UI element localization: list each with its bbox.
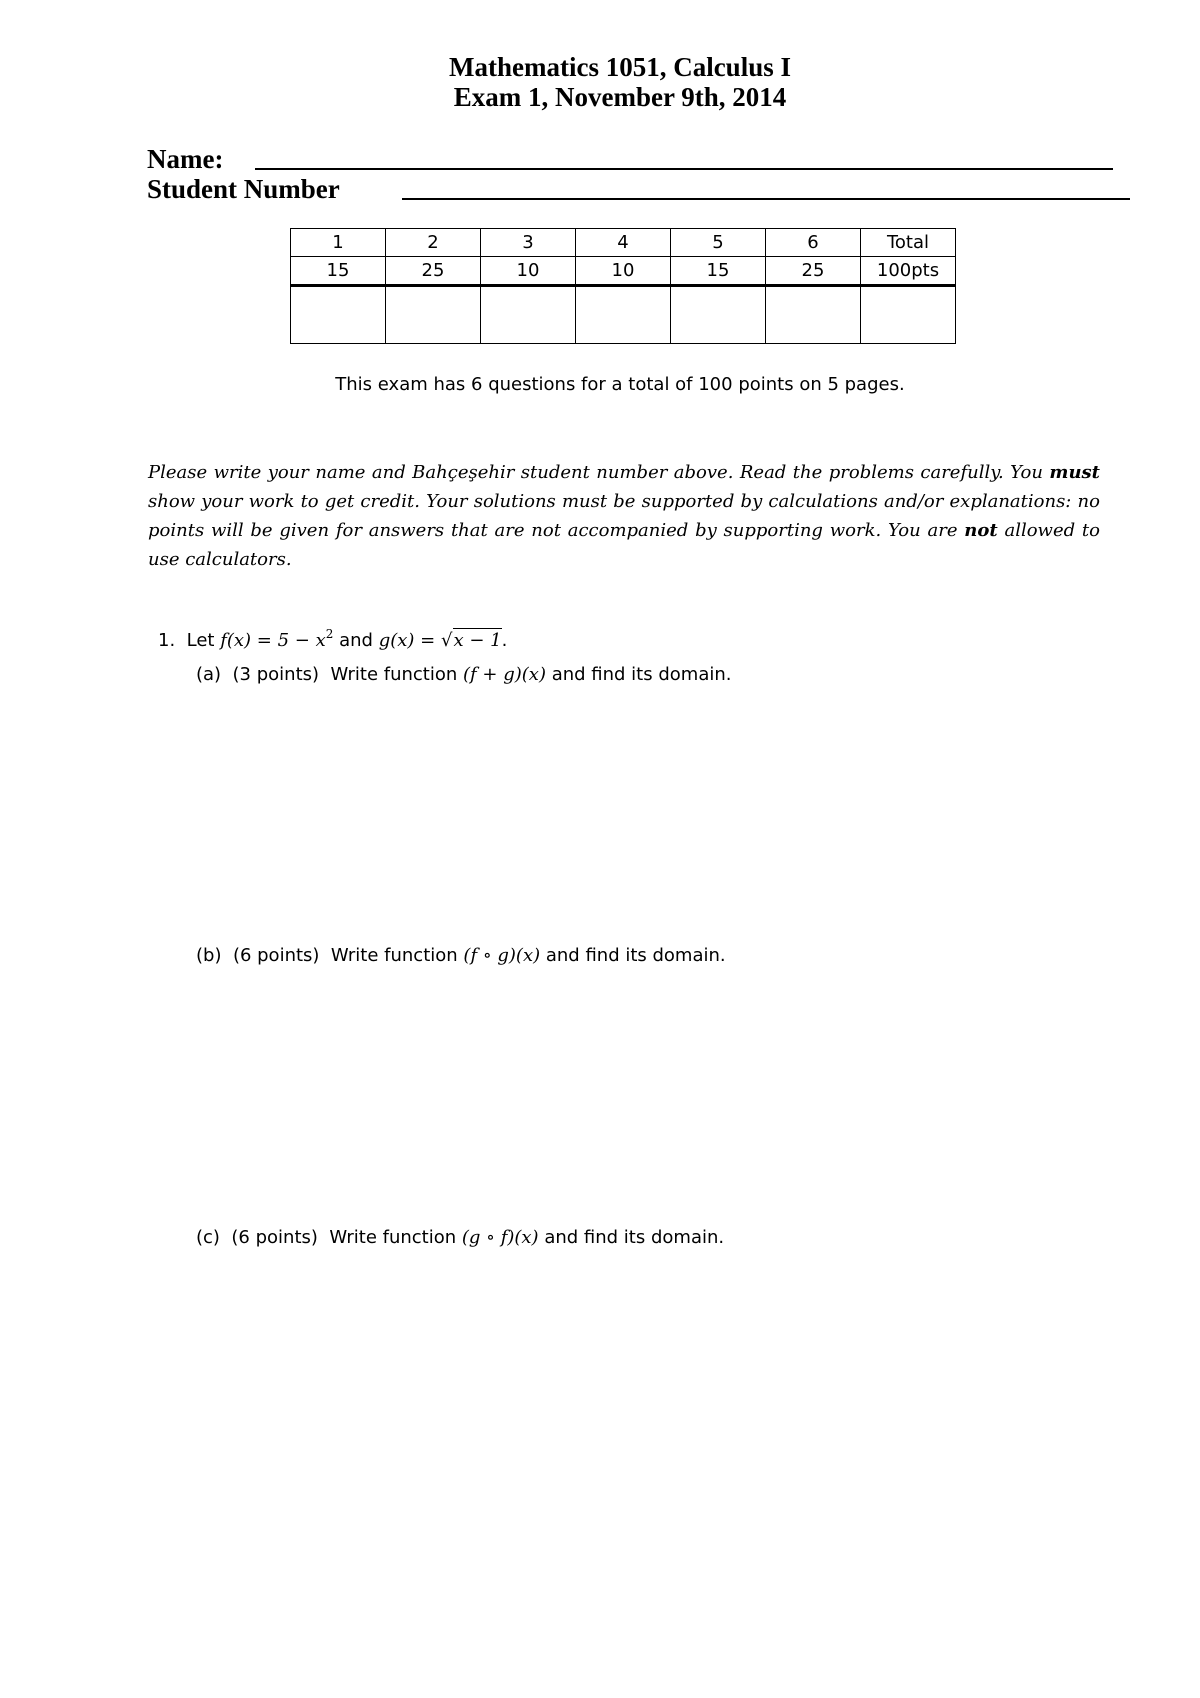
question-number: 1. bbox=[158, 630, 176, 651]
instructions-part-1: Please write your name and Bahçeşehir student number above. Read the problems carefully. You bbox=[148, 462, 1050, 483]
grade-total-cell[interactable] bbox=[861, 286, 956, 344]
instructions-not: not bbox=[964, 520, 998, 541]
part-label: (c) bbox=[196, 1227, 220, 1248]
period: . bbox=[501, 630, 508, 651]
part-points: (6 points) bbox=[232, 945, 320, 966]
grade-cell[interactable] bbox=[481, 286, 576, 344]
score-table-grade-row bbox=[291, 286, 956, 344]
grade-cell[interactable] bbox=[291, 286, 386, 344]
instructions-part-3: allowed to use calculators. bbox=[148, 520, 1100, 570]
question-1b bbox=[196, 945, 726, 966]
total-header-cell: Total bbox=[861, 229, 956, 257]
g-definition: g(x) = bbox=[378, 630, 436, 651]
part-label: (a) bbox=[196, 664, 222, 685]
part-label: (b) bbox=[196, 945, 222, 966]
points-cell: 15 bbox=[291, 257, 386, 286]
grade-cell[interactable] bbox=[386, 286, 481, 344]
part-text-after: and find its domain. bbox=[544, 1227, 725, 1248]
total-points-cell: 100pts bbox=[861, 257, 956, 286]
question-cell: 4 bbox=[576, 229, 671, 257]
question-cell: 3 bbox=[481, 229, 576, 257]
question-cell: 6 bbox=[766, 229, 861, 257]
score-table-question-row bbox=[291, 229, 956, 257]
score-table-points-row bbox=[291, 257, 956, 286]
points-cell: 10 bbox=[576, 257, 671, 286]
question-1c bbox=[196, 1227, 724, 1248]
name-label: Name: bbox=[147, 144, 224, 174]
part-expression: (f ∘ g)(x) bbox=[463, 945, 541, 966]
student-number-field-line[interactable] bbox=[402, 198, 1130, 200]
f-exponent: 2 bbox=[325, 627, 334, 641]
sqrt-icon: √ bbox=[440, 630, 453, 651]
instructions-must: must bbox=[1049, 462, 1100, 483]
score-table bbox=[290, 228, 956, 344]
part-text-before: Write function bbox=[330, 945, 458, 966]
grade-cell[interactable] bbox=[766, 286, 861, 344]
part-text-after: and find its domain. bbox=[545, 945, 726, 966]
exam-instructions bbox=[148, 458, 1100, 574]
part-points: (6 points) bbox=[231, 1227, 318, 1248]
question-cell: 5 bbox=[671, 229, 766, 257]
instructions-part-2: show your work to get credit. Your solutions must be supported by calculations and/or explanations: no points will be given for answers that are not accompanied by supporting work. You are bbox=[148, 491, 1100, 541]
f-definition: f(x) = 5 − x bbox=[220, 630, 326, 651]
student-number-label: Student Number bbox=[147, 174, 340, 204]
name-field-line[interactable] bbox=[255, 168, 1113, 170]
part-text-before: Write function bbox=[329, 1227, 457, 1248]
part-text-before: Write function bbox=[330, 664, 458, 685]
exam-subtitle: Exam 1, November 9th, 2014 bbox=[453, 82, 787, 112]
and-word: and bbox=[339, 630, 373, 651]
part-text-after: and find its domain. bbox=[551, 664, 732, 685]
grade-cell[interactable] bbox=[576, 286, 671, 344]
question-1-stem bbox=[158, 627, 507, 651]
part-expression: (g ∘ f)(x) bbox=[461, 1227, 539, 1248]
let-word: Let bbox=[186, 630, 215, 651]
exam-info-line: This exam has 6 questions for a total of 100 points on 5 pages. bbox=[335, 374, 905, 395]
points-cell: 10 bbox=[481, 257, 576, 286]
points-cell: 15 bbox=[671, 257, 766, 286]
g-radicand: x − 1 bbox=[453, 630, 502, 651]
question-cell: 2 bbox=[386, 229, 481, 257]
question-cell: 1 bbox=[291, 229, 386, 257]
part-points: (3 points) bbox=[232, 664, 320, 685]
grade-cell[interactable] bbox=[671, 286, 766, 344]
part-expression: (f + g)(x) bbox=[463, 664, 546, 685]
points-cell: 25 bbox=[766, 257, 861, 286]
question-1a bbox=[196, 664, 731, 685]
exam-title: Mathematics 1051, Calculus I bbox=[449, 52, 791, 82]
points-cell: 25 bbox=[386, 257, 481, 286]
